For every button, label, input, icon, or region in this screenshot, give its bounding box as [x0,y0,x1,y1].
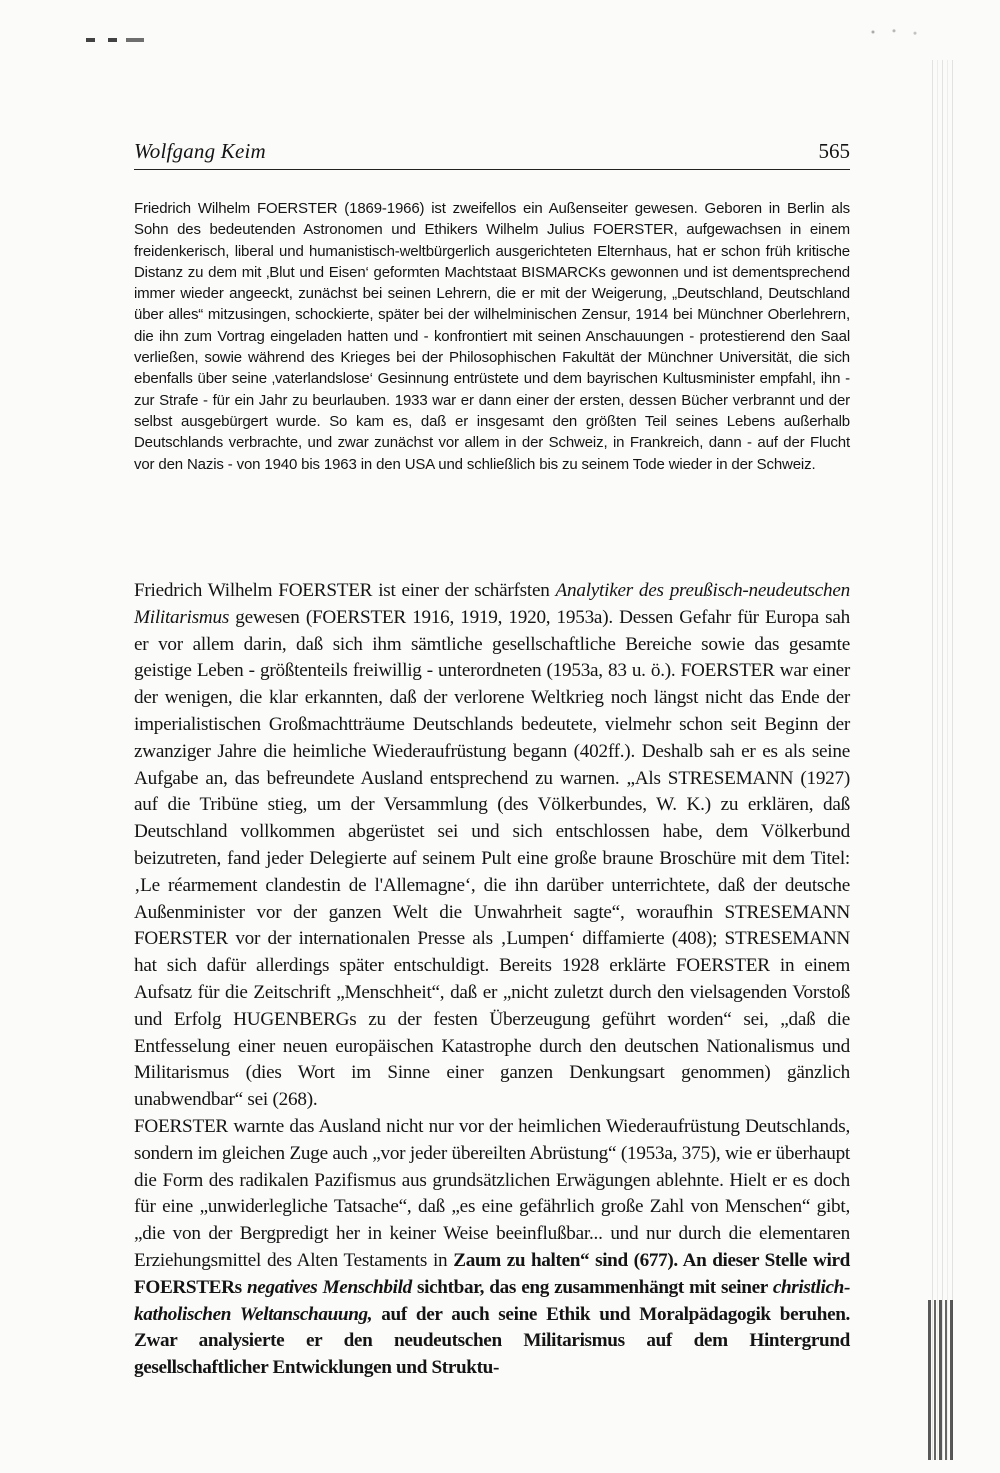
p1-text-a: Friedrich Wilhelm FOERSTER ist einer der schärfsten [134,580,556,601]
biography-paragraph: Friedrich Wilhelm FOERSTER (1869-1966) ist zweifellos ein Außenseiter gewesen. Geboren in Berlin als Sohn des bedeutenden Astronomen und Ethikers Wilhelm Julius FOERSTER, aufgewachsen in einem freidenkerisch, liberal und humanistisch-weltbürgerlich ausgerichteten Elternhaus, hat er schon früh kritische Distanz zu dem mit ‚Blut und Eisen‘ geformten Machtstaat BISMARCKs gewonnen und ist dementsprechend immer wieder angeeckt, zunächst bei seinen Lehrern, die er mit der Weigerung, „Deutschland, Deutschland über alles“ mitzusingen, schockierte, später bei der wilhelminischen Zensur, 1914 bei Münchner Oberlehrern, die ihn zum Vortrag eingeladen hatten und - konfrontiert mit seinen Anschauungen - protestierend den Saal verließen, sowie während des Krieges bei der Philosophischen Fakultät der Münchner Universität, die sich ebenfalls über seine ‚vaterlandslose‘ Gesinnung entrüstete und dem bayrischen Kultusminister empfahl, ihn - zur Strafe - für ein Jahr zu beurlauben. 1933 war er dann einer der ersten, dessen Bücher verbrannt und der selbst ausgebürgert wurde. So kam es, daß er insgesamt den größten Teil seines Lebens außerhalb Deutschlands verbrachte, und zwar zunächst vor allem in der Schweiz, in Frankreich, dann - auf der Flucht vor den Nazis - von 1940 bis 1963 in den USA und schließlich bis zu seinem Tode wieder in der Schweiz. [134,200,850,473]
p2-emphasis-weltanschauung: christlich-katholischen Weltanschauung, [134,1276,850,1325]
scan-edge-shadow [928,60,956,1460]
running-header [134,135,850,170]
main-text [134,578,850,1382]
p2-text-c: sichtbar, das eng zusammenhängt mit seiner [411,1276,773,1298]
scan-edge-dark [928,1300,956,1460]
p2-emphasis-menschbild: negatives Menschbild [246,1276,412,1298]
page-number: 565 [818,139,850,163]
scan-artifact-top [86,38,144,42]
body-paragraph-1 [134,578,850,1114]
p2-text-d: auf der auch seine Ethik und Moralpädagogik beruhen. Zwar analysierte er den neudeutschen Militarismus auf dem Hintergrund gesellschaftlicher Entwicklungen und Struktu- [134,1303,851,1379]
scan-specks [866,26,936,38]
p1-emphasis-militarismus: Analytiker des preußisch-neudeutschen Militarismus [134,580,850,628]
p2-text-a: FOERSTER warnte das Ausland nicht nur vor der heimlichen Wiederaufrüstung Deutschlands, sondern im gleichen Zuge auch „vor jeder übereilten Abrüstung“ (1953a, 375), wie er überhaupt die Form des radikalen Pazifismus aus grundsätzlichen Erwägungen ablehnte. Hielt er es doch für eine „unwiderlegliche Tatsache“, daß „es eine gefährlich große Zahl von Menschen“ gibt, „die von der Bergpredigt her in keiner Weise beeinflußbar... und nur durch die elementaren Erziehungsmittel des Alten Testaments in [134,1115,850,1271]
body-paragraph-2 [134,1114,850,1382]
header-author: Wolfgang Keim [134,139,266,163]
p2-text-b: Zaum zu halten“ sind (677). An dieser Stelle wird FOERSTERs [134,1249,850,1298]
p1-text-b: gewesen (FOERSTER 1916, 1919, 1920, 1953a). Dessen Gefahr für Europa sah er vor allem darin, daß sich ihm sämtliche gesellschaftliche Bereiche sowie das gesamte geistige Leben - größtenteils freiwillig - unterordneten (1953a, 83 u. ö.). FOERSTER war einer der wenigen, die klar erkannten, daß der verlorene Weltkrieg noch längst nicht das Ende der imperialistischen Großmachtträume Deutschlands bedeutete, vielmehr schon seit Beginn der zwanziger Jahre die heimliche Wiederaufrüstung begann (402ff.). Deshalb sah er es als seine Aufgabe an, das befreundete Ausland entsprechend zu warnen. „Als STRESEMANN (1927) auf die Tribüne stieg, um der Versammlung (des Völkerbundes, W. K.) zu erklären, daß Deutschland vollkommen abgerüstet sei und sich entschlossen habe, dem Völkerbund beizutreten, fand jeder Delegierte auf seinem Pult eine große braune Broschüre mit dem Titel: ‚Le réarmement clandestin de l'Allemagne‘, die ihn darüber unterrichtete, daß der deutsche Außenminister vor der ganzen Welt die Unwahrheit sagte“, woraufhin STRESEMANN FOERSTER vor der internationalen Presse als ‚Lumpen‘ diffamierte (408); STRESEMANN hat sich dafür allerdings später entschuldigt. Bereits 1928 erklärte FOERSTER in einem Aufsatz für die Zeitschrift „Menschheit“, daß er „nicht zuletzt durch den vielsagenden Vorstoß und Erfolg HUGENBERGs zu der festen Überzeugung geführt worden“ sei, „daß die Entfesselung einer neuen europäischen Katastrophe durch den deutschen Nationalismus und Militarismus (dies Wort im Sinne einer ganzen Denkungsart genommen) gänzlich unabwendbar“ sei (268). [134,606,850,1111]
